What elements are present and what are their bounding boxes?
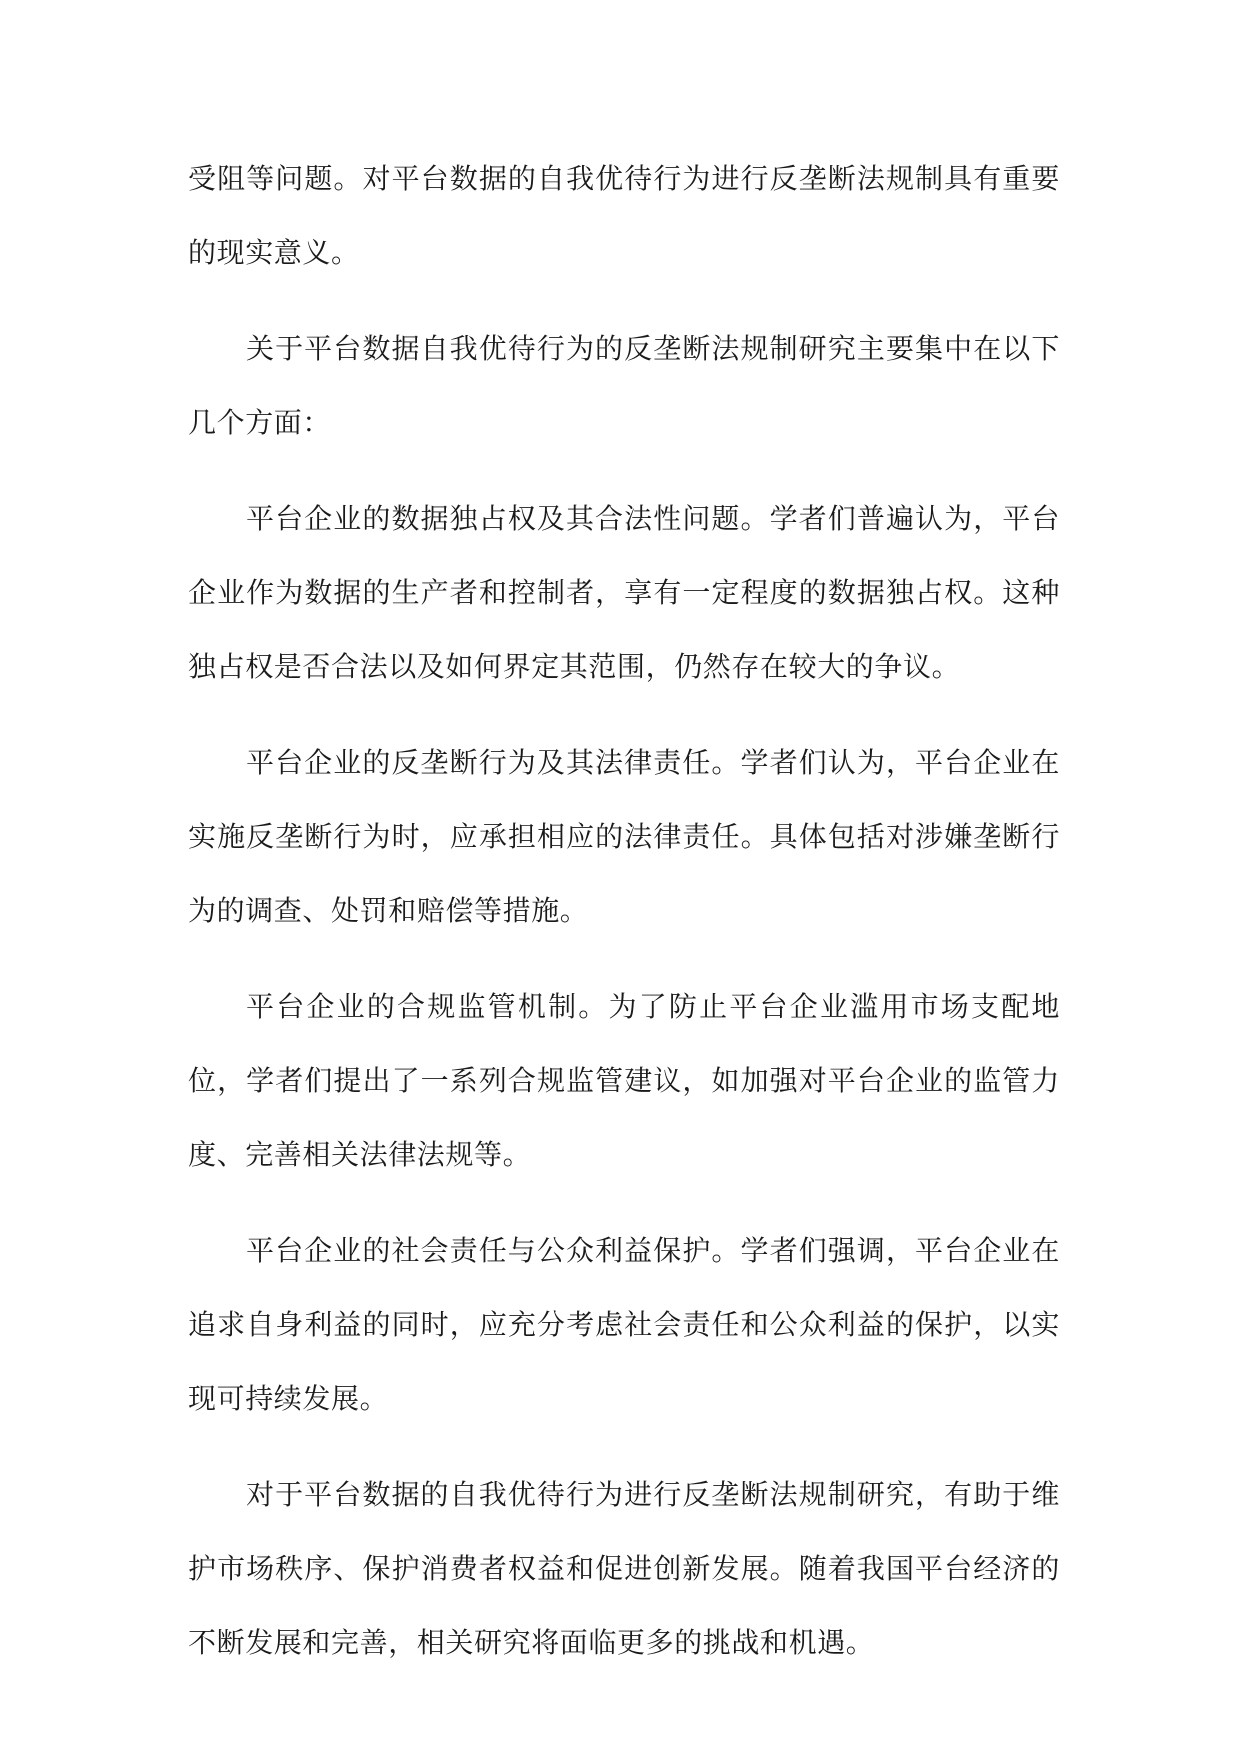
paragraph-continuation: 受阻等问题。对平台数据的自我优待行为进行反垄断法规制具有重要的现实意义。 (188, 162, 1060, 269)
paragraph-social-responsibility: 平台企业的社会责任与公众利益保护。学者们强调，平台企业在追求自身利益的同时，应充分考虑社会责任和公众利益的保护，以实现可持续发展。 (188, 1234, 1060, 1415)
paragraph-conclusion: 对于平台数据的自我优待行为进行反垄断法规制研究，有助于维护市场秩序、保护消费者权益和促进创新发展。随着我国平台经济的不断发展和完善，相关研究将面临更多的挑战和机遇。 (188, 1478, 1060, 1659)
paragraph-legal-liability: 平台企业的反垄断行为及其法律责任。学者们认为，平台企业在实施反垄断行为时，应承担相应的法律责任。具体包括对涉嫌垄断行为的调查、处罚和赔偿等措施。 (188, 746, 1060, 927)
paragraph-data-monopoly: 平台企业的数据独占权及其合法性问题。学者们普遍认为，平台企业作为数据的生产者和控制者，享有一定程度的数据独占权。这种独占权是否合法以及如何界定其范围，仍然存在较大的争议。 (188, 502, 1060, 683)
paragraph-research-overview: 关于平台数据自我优待行为的反垄断法规制研究主要集中在以下几个方面： (188, 332, 1060, 439)
document-body (188, 142, 1060, 1702)
paragraph-compliance-supervision: 平台企业的合规监管机制。为了防止平台企业滥用市场支配地位，学者们提出了一系列合规监管建议，如加强对平台企业的监管力度、完善相关法律法规等。 (188, 990, 1060, 1171)
